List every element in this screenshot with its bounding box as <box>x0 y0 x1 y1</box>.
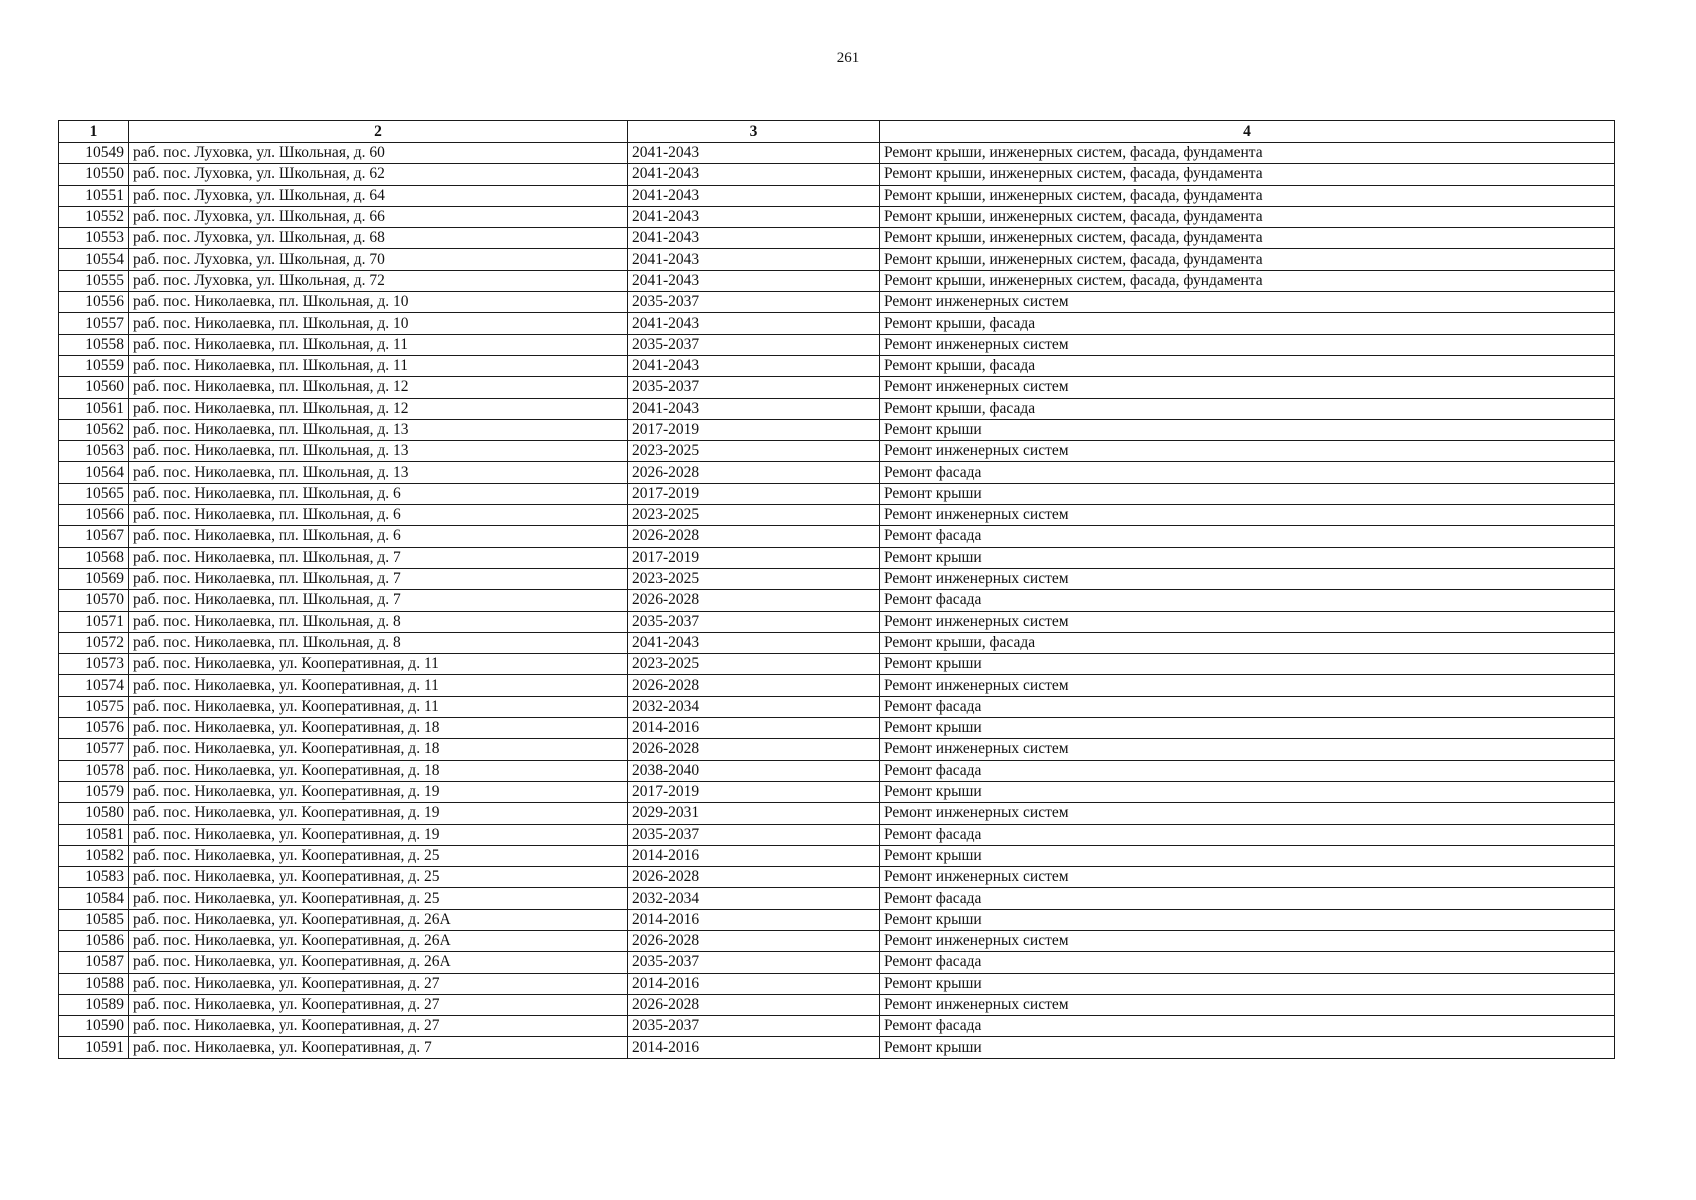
work-type-cell: Ремонт фасада <box>880 824 1615 845</box>
table-row <box>59 760 1615 781</box>
address-cell: раб. пос. Николаевка, ул. Кооперативная, д. 18 <box>129 760 628 781</box>
work-type-cell: Ремонт фасада <box>880 888 1615 909</box>
table-row <box>59 739 1615 760</box>
work-type-cell: Ремонт фасада <box>880 952 1615 973</box>
work-type-cell: Ремонт инженерных систем <box>880 568 1615 589</box>
table-row <box>59 164 1615 185</box>
work-type-cell: Ремонт инженерных систем <box>880 611 1615 632</box>
period-cell: 2014-2016 <box>628 973 880 994</box>
table-row <box>59 845 1615 866</box>
address-cell: раб. пос. Николаевка, пл. Школьная, д. 10 <box>129 292 628 313</box>
table-row <box>59 718 1615 739</box>
period-cell: 2023-2025 <box>628 505 880 526</box>
row-number-cell: 10574 <box>59 675 129 696</box>
table-row <box>59 313 1615 334</box>
table-row <box>59 611 1615 632</box>
row-number-cell: 10579 <box>59 781 129 802</box>
row-number-cell: 10556 <box>59 292 129 313</box>
work-type-cell: Ремонт крыши, инженерных систем, фасада, фундамента <box>880 206 1615 227</box>
period-cell: 2041-2043 <box>628 185 880 206</box>
column-header-4: 4 <box>880 121 1615 143</box>
work-type-cell: Ремонт инженерных систем <box>880 675 1615 696</box>
address-cell: раб. пос. Николаевка, ул. Кооперативная, д. 27 <box>129 973 628 994</box>
table-row <box>59 334 1615 355</box>
period-cell: 2035-2037 <box>628 611 880 632</box>
table-row <box>59 228 1615 249</box>
address-cell: раб. пос. Луховка, ул. Школьная, д. 68 <box>129 228 628 249</box>
row-number-cell: 10561 <box>59 398 129 419</box>
table-row <box>59 696 1615 717</box>
work-type-cell: Ремонт инженерных систем <box>880 505 1615 526</box>
address-cell: раб. пос. Николаевка, ул. Кооперативная, д. 25 <box>129 845 628 866</box>
table-body <box>59 143 1615 1059</box>
row-number-cell: 10553 <box>59 228 129 249</box>
row-number-cell: 10583 <box>59 867 129 888</box>
table-row <box>59 590 1615 611</box>
address-cell: раб. пос. Николаевка, ул. Кооперативная, д. 11 <box>129 654 628 675</box>
period-cell: 2026-2028 <box>628 526 880 547</box>
work-type-cell: Ремонт фасада <box>880 462 1615 483</box>
row-number-cell: 10566 <box>59 505 129 526</box>
table-row <box>59 377 1615 398</box>
row-number-cell: 10554 <box>59 249 129 270</box>
table-row <box>59 909 1615 930</box>
period-cell: 2017-2019 <box>628 483 880 504</box>
work-type-cell: Ремонт инженерных систем <box>880 803 1615 824</box>
address-cell: раб. пос. Николаевка, пл. Школьная, д. 11 <box>129 355 628 376</box>
address-cell: раб. пос. Луховка, ул. Школьная, д. 70 <box>129 249 628 270</box>
table-row <box>59 803 1615 824</box>
table-row <box>59 781 1615 802</box>
row-number-cell: 10590 <box>59 1016 129 1037</box>
work-type-cell: Ремонт крыши, инженерных систем, фасада, фундамента <box>880 143 1615 164</box>
work-type-cell: Ремонт крыши, инженерных систем, фасада, фундамента <box>880 185 1615 206</box>
period-cell: 2041-2043 <box>628 270 880 291</box>
page-number: 261 <box>836 50 860 66</box>
work-type-cell: Ремонт крыши <box>880 547 1615 568</box>
address-cell: раб. пос. Николаевка, ул. Кооперативная, д. 26А <box>129 930 628 951</box>
address-cell: раб. пос. Луховка, ул. Школьная, д. 64 <box>129 185 628 206</box>
work-type-cell: Ремонт крыши <box>880 483 1615 504</box>
row-number-cell: 10576 <box>59 718 129 739</box>
table-row <box>59 973 1615 994</box>
row-number-cell: 10550 <box>59 164 129 185</box>
work-type-cell: Ремонт фасада <box>880 526 1615 547</box>
period-cell: 2017-2019 <box>628 547 880 568</box>
table-row <box>59 419 1615 440</box>
address-cell: раб. пос. Николаевка, пл. Школьная, д. 8 <box>129 632 628 653</box>
row-number-cell: 10562 <box>59 419 129 440</box>
address-cell: раб. пос. Николаевка, ул. Кооперативная, д. 19 <box>129 824 628 845</box>
work-type-cell: Ремонт крыши, фасада <box>880 313 1615 334</box>
column-header-2: 2 <box>129 121 628 143</box>
period-cell: 2017-2019 <box>628 781 880 802</box>
table-row <box>59 675 1615 696</box>
address-cell: раб. пос. Николаевка, пл. Школьная, д. 7 <box>129 547 628 568</box>
period-cell: 2041-2043 <box>628 164 880 185</box>
table-row <box>59 185 1615 206</box>
table-row <box>59 867 1615 888</box>
address-cell: раб. пос. Николаевка, ул. Кооперативная, д. 18 <box>129 718 628 739</box>
address-cell: раб. пос. Луховка, ул. Школьная, д. 72 <box>129 270 628 291</box>
work-type-cell: Ремонт крыши <box>880 845 1615 866</box>
row-number-cell: 10586 <box>59 930 129 951</box>
row-number-cell: 10577 <box>59 739 129 760</box>
work-type-cell: Ремонт крыши, фасада <box>880 398 1615 419</box>
row-number-cell: 10551 <box>59 185 129 206</box>
column-header-3: 3 <box>628 121 880 143</box>
table-row <box>59 994 1615 1015</box>
work-type-cell: Ремонт крыши, инженерных систем, фасада, фундамента <box>880 164 1615 185</box>
row-number-cell: 10568 <box>59 547 129 568</box>
period-cell: 2041-2043 <box>628 206 880 227</box>
period-cell: 2038-2040 <box>628 760 880 781</box>
address-cell: раб. пос. Николаевка, ул. Кооперативная, д. 11 <box>129 675 628 696</box>
row-number-cell: 10585 <box>59 909 129 930</box>
period-cell: 2041-2043 <box>628 249 880 270</box>
period-cell: 2035-2037 <box>628 824 880 845</box>
work-type-cell: Ремонт инженерных систем <box>880 739 1615 760</box>
table-row <box>59 526 1615 547</box>
row-number-cell: 10573 <box>59 654 129 675</box>
address-cell: раб. пос. Николаевка, ул. Кооперативная, д. 25 <box>129 888 628 909</box>
row-number-cell: 10580 <box>59 803 129 824</box>
work-type-cell: Ремонт инженерных систем <box>880 292 1615 313</box>
work-type-cell: Ремонт крыши, инженерных систем, фасада, фундамента <box>880 270 1615 291</box>
period-cell: 2041-2043 <box>628 313 880 334</box>
table-row <box>59 505 1615 526</box>
address-cell: раб. пос. Николаевка, ул. Кооперативная, д. 26А <box>129 952 628 973</box>
row-number-cell: 10591 <box>59 1037 129 1058</box>
table-row <box>59 930 1615 951</box>
work-type-cell: Ремонт инженерных систем <box>880 994 1615 1015</box>
row-number-cell: 10578 <box>59 760 129 781</box>
work-type-cell: Ремонт крыши <box>880 781 1615 802</box>
row-number-cell: 10549 <box>59 143 129 164</box>
address-cell: раб. пос. Николаевка, пл. Школьная, д. 13 <box>129 441 628 462</box>
work-type-cell: Ремонт фасада <box>880 760 1615 781</box>
address-cell: раб. пос. Николаевка, пл. Школьная, д. 6 <box>129 526 628 547</box>
work-type-cell: Ремонт фасада <box>880 696 1615 717</box>
row-number-cell: 10588 <box>59 973 129 994</box>
period-cell: 2041-2043 <box>628 143 880 164</box>
period-cell: 2029-2031 <box>628 803 880 824</box>
work-type-cell: Ремонт фасада <box>880 1016 1615 1037</box>
table-row <box>59 1016 1615 1037</box>
period-cell: 2023-2025 <box>628 568 880 589</box>
period-cell: 2017-2019 <box>628 419 880 440</box>
period-cell: 2026-2028 <box>628 675 880 696</box>
work-type-cell: Ремонт крыши <box>880 973 1615 994</box>
work-type-cell: Ремонт крыши <box>880 654 1615 675</box>
address-cell: раб. пос. Луховка, ул. Школьная, д. 66 <box>129 206 628 227</box>
table-row <box>59 952 1615 973</box>
address-cell: раб. пос. Николаевка, пл. Школьная, д. 6 <box>129 505 628 526</box>
row-number-cell: 10565 <box>59 483 129 504</box>
table-row <box>59 143 1615 164</box>
period-cell: 2014-2016 <box>628 718 880 739</box>
table-row <box>59 249 1615 270</box>
address-cell: раб. пос. Николаевка, пл. Школьная, д. 8 <box>129 611 628 632</box>
row-number-cell: 10555 <box>59 270 129 291</box>
address-cell: раб. пос. Николаевка, ул. Кооперативная, д. 19 <box>129 803 628 824</box>
work-type-cell: Ремонт инженерных систем <box>880 334 1615 355</box>
period-cell: 2041-2043 <box>628 228 880 249</box>
address-cell: раб. пос. Николаевка, ул. Кооперативная, д. 7 <box>129 1037 628 1058</box>
table-row <box>59 568 1615 589</box>
period-cell: 2026-2028 <box>628 462 880 483</box>
repair-schedule-table <box>58 120 1615 1059</box>
work-type-cell: Ремонт крыши, фасада <box>880 355 1615 376</box>
period-cell: 2035-2037 <box>628 334 880 355</box>
table-row <box>59 632 1615 653</box>
period-cell: 2035-2037 <box>628 952 880 973</box>
address-cell: раб. пос. Николаевка, ул. Кооперативная, д. 25 <box>129 867 628 888</box>
period-cell: 2035-2037 <box>628 292 880 313</box>
period-cell: 2035-2037 <box>628 377 880 398</box>
table-row <box>59 547 1615 568</box>
table-row <box>59 206 1615 227</box>
period-cell: 2041-2043 <box>628 355 880 376</box>
row-number-cell: 10569 <box>59 568 129 589</box>
row-number-cell: 10552 <box>59 206 129 227</box>
period-cell: 2014-2016 <box>628 909 880 930</box>
table-row <box>59 483 1615 504</box>
row-number-cell: 10571 <box>59 611 129 632</box>
row-number-cell: 10572 <box>59 632 129 653</box>
address-cell: раб. пос. Николаевка, пл. Школьная, д. 12 <box>129 398 628 419</box>
period-cell: 2032-2034 <box>628 696 880 717</box>
address-cell: раб. пос. Николаевка, пл. Школьная, д. 12 <box>129 377 628 398</box>
work-type-cell: Ремонт инженерных систем <box>880 867 1615 888</box>
row-number-cell: 10567 <box>59 526 129 547</box>
address-cell: раб. пос. Луховка, ул. Школьная, д. 62 <box>129 164 628 185</box>
address-cell: раб. пос. Луховка, ул. Школьная, д. 60 <box>129 143 628 164</box>
period-cell: 2023-2025 <box>628 441 880 462</box>
work-type-cell: Ремонт инженерных систем <box>880 930 1615 951</box>
column-header-1: 1 <box>59 121 129 143</box>
period-cell: 2026-2028 <box>628 994 880 1015</box>
work-type-cell: Ремонт инженерных систем <box>880 377 1615 398</box>
table-row <box>59 654 1615 675</box>
row-number-cell: 10582 <box>59 845 129 866</box>
table-row <box>59 441 1615 462</box>
work-type-cell: Ремонт крыши <box>880 718 1615 739</box>
row-number-cell: 10587 <box>59 952 129 973</box>
row-number-cell: 10563 <box>59 441 129 462</box>
work-type-cell: Ремонт инженерных систем <box>880 441 1615 462</box>
work-type-cell: Ремонт крыши <box>880 909 1615 930</box>
row-number-cell: 10589 <box>59 994 129 1015</box>
work-type-cell: Ремонт крыши <box>880 1037 1615 1058</box>
period-cell: 2032-2034 <box>628 888 880 909</box>
period-cell: 2035-2037 <box>628 1016 880 1037</box>
address-cell: раб. пос. Николаевка, ул. Кооперативная, д. 11 <box>129 696 628 717</box>
address-cell: раб. пос. Николаевка, пл. Школьная, д. 6 <box>129 483 628 504</box>
row-number-cell: 10570 <box>59 590 129 611</box>
table-row <box>59 888 1615 909</box>
address-cell: раб. пос. Николаевка, пл. Школьная, д. 11 <box>129 334 628 355</box>
table-row <box>59 292 1615 313</box>
period-cell: 2023-2025 <box>628 654 880 675</box>
table-row <box>59 462 1615 483</box>
table-row <box>59 398 1615 419</box>
period-cell: 2041-2043 <box>628 398 880 419</box>
address-cell: раб. пос. Николаевка, пл. Школьная, д. 7 <box>129 568 628 589</box>
work-type-cell: Ремонт крыши, фасада <box>880 632 1615 653</box>
period-cell: 2026-2028 <box>628 930 880 951</box>
address-cell: раб. пос. Николаевка, пл. Школьная, д. 13 <box>129 462 628 483</box>
row-number-cell: 10559 <box>59 355 129 376</box>
row-number-cell: 10575 <box>59 696 129 717</box>
period-cell: 2026-2028 <box>628 867 880 888</box>
row-number-cell: 10581 <box>59 824 129 845</box>
row-number-cell: 10557 <box>59 313 129 334</box>
address-cell: раб. пос. Николаевка, ул. Кооперативная, д. 18 <box>129 739 628 760</box>
row-number-cell: 10560 <box>59 377 129 398</box>
address-cell: раб. пос. Николаевка, ул. Кооперативная, д. 26А <box>129 909 628 930</box>
period-cell: 2041-2043 <box>628 632 880 653</box>
address-cell: раб. пос. Николаевка, пл. Школьная, д. 13 <box>129 419 628 440</box>
work-type-cell: Ремонт фасада <box>880 590 1615 611</box>
address-cell: раб. пос. Николаевка, ул. Кооперативная, д. 27 <box>129 994 628 1015</box>
work-type-cell: Ремонт крыши <box>880 419 1615 440</box>
table-row <box>59 824 1615 845</box>
table-row <box>59 355 1615 376</box>
row-number-cell: 10558 <box>59 334 129 355</box>
address-cell: раб. пос. Николаевка, пл. Школьная, д. 7 <box>129 590 628 611</box>
table-row <box>59 1037 1615 1058</box>
row-number-cell: 10564 <box>59 462 129 483</box>
row-number-cell: 10584 <box>59 888 129 909</box>
address-cell: раб. пос. Николаевка, пл. Школьная, д. 10 <box>129 313 628 334</box>
period-cell: 2014-2016 <box>628 845 880 866</box>
address-cell: раб. пос. Николаевка, ул. Кооперативная, д. 27 <box>129 1016 628 1037</box>
period-cell: 2026-2028 <box>628 739 880 760</box>
work-type-cell: Ремонт крыши, инженерных систем, фасада, фундамента <box>880 249 1615 270</box>
table-header-row <box>59 121 1615 143</box>
period-cell: 2026-2028 <box>628 590 880 611</box>
address-cell: раб. пос. Николаевка, ул. Кооперативная, д. 19 <box>129 781 628 802</box>
work-type-cell: Ремонт крыши, инженерных систем, фасада, фундамента <box>880 228 1615 249</box>
period-cell: 2014-2016 <box>628 1037 880 1058</box>
table-row <box>59 270 1615 291</box>
